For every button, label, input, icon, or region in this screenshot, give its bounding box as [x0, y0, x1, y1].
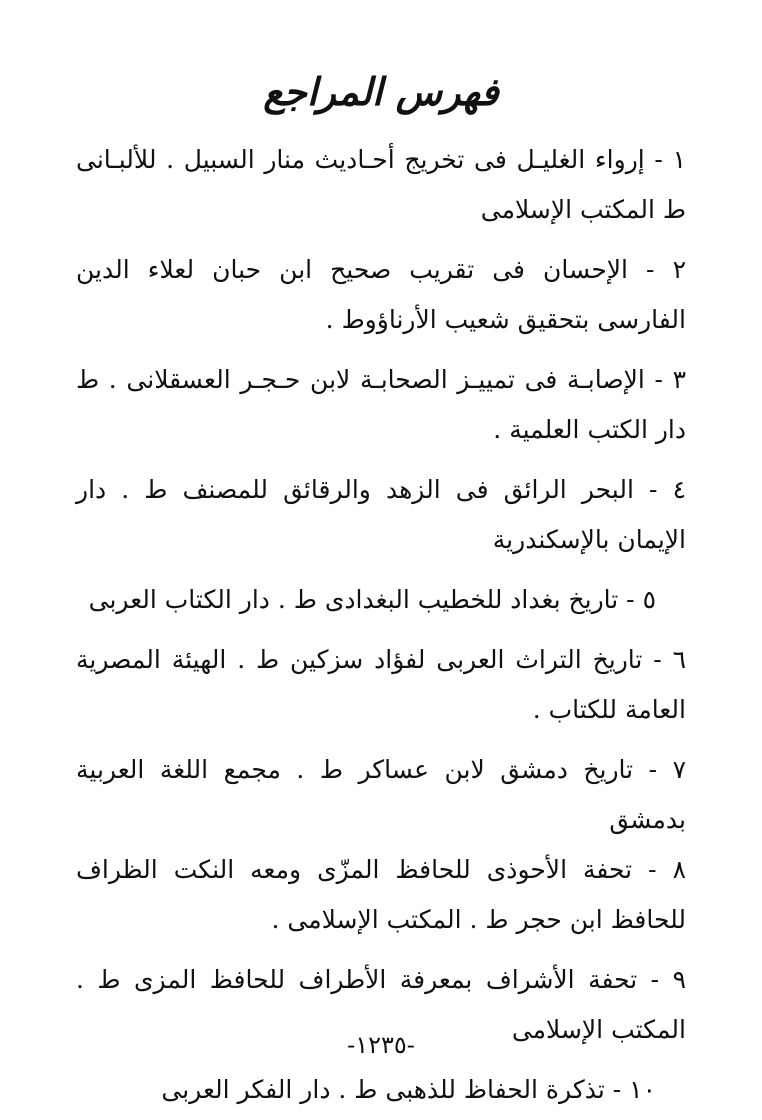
reference-entry-9: ٩ - تحفة الأشراف بمعرفة الأطراف للحافظ المزى ط . المكتب الإسلامى — [76, 965, 686, 1044]
references-list — [76, 135, 686, 1115]
reference-entry-10: ١٠ - تذكرة الحفاظ للذهبى ط . دار الفكر العربى — [161, 1075, 656, 1104]
page-number: -١٢٣٥- — [347, 1031, 415, 1059]
reference-entry-6: ٦ - تاريخ التراث العربى لفؤاد سزكين ط . الهيئة المصرية العامة للكتاب . — [76, 645, 686, 724]
reference-entry-4: ٤ - البحر الرائق فى الزهد والرقائق للمصنف ط . دار الإيمان بالإسكندرية — [76, 475, 686, 554]
reference-entry-5: ٥ - تاريخ بغداد للخطيب البغدادى ط . دار الكتاب العربى — [88, 585, 656, 614]
reference-entry-1: ١ - إرواء الغليـل فى تخريج أحـاديث منار السبيل . للألبـانى ط المكتب الإسلامى — [76, 145, 686, 224]
reference-entry-8: ٨ - تحفة الأحوذى للحافظ المزّى ومعه النكت الظراف للحافظ ابن حجر ط . المكتب الإسلامى . — [76, 855, 686, 934]
reference-entry-3: ٣ - الإصابـة فى تمييـز الصحابـة لابن حـجـر العسقلانى . ط دار الكتب العلمية . — [76, 365, 686, 444]
reference-entry-2: ٢ - الإحسان فى تقريب صحيح ابن حبان لعلاء الدين الفارسى بتحقيق شعيب الأرناؤوط . — [76, 255, 686, 334]
page-title: فهرس المراجع — [263, 69, 499, 114]
reference-entry-7: ٧ - تاريخ دمشق لابن عساكر ط . مجمع اللغة العربية بدمشق — [76, 755, 686, 834]
